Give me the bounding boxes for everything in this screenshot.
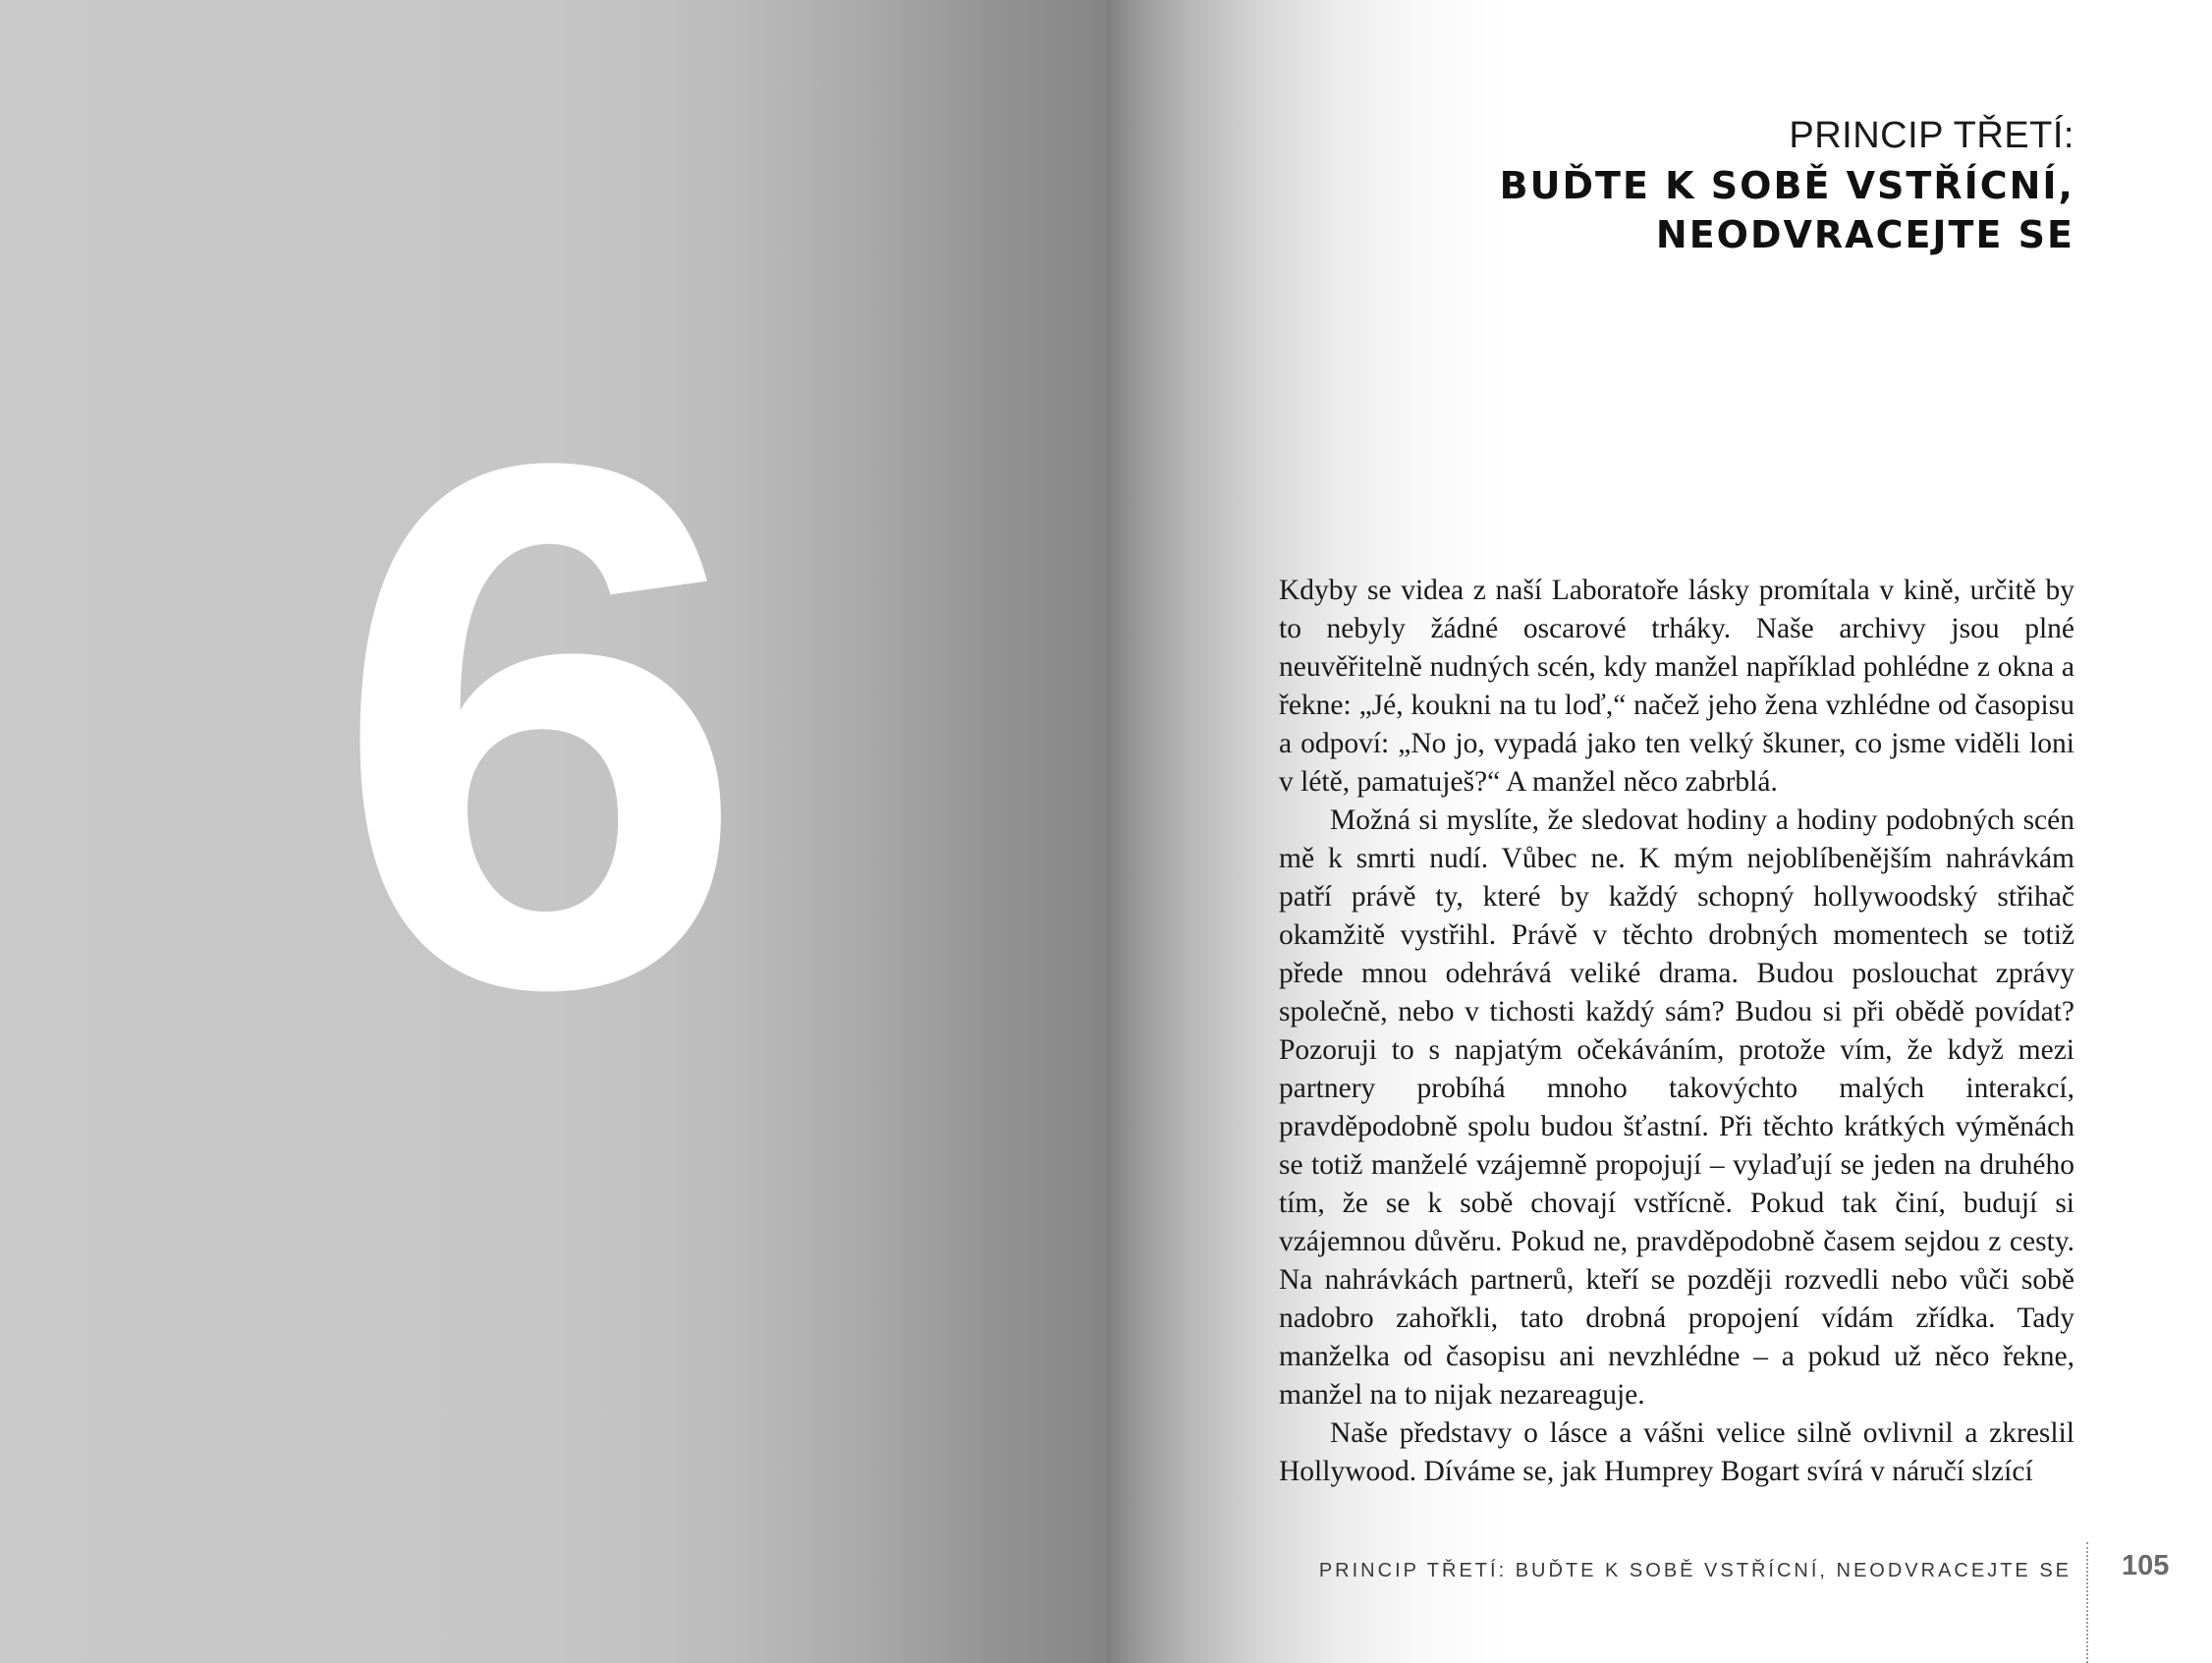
paragraph: Možná si myslíte, že sledovat hodiny a hodiny podobných scén mě k smrti nudí. Vůbec ne. K mým nejoblíbenějším nahrávkám patří právě ty, které by každý schopný hollywoodský střihač okamžitě vystřihl. Právě v těchto drobných momentech se totiž přede mnou odehrává veliké drama. Budou poslouchat zprávy společně, nebo v tichosti každý sám? Budou si při obědě povídat? Pozoruji to s napjatým očekáváním, protože vím, že když mezi partnery probíhá mnoho takovýchto malých interakcí, pravděpodobně spolu budou šťastní. Při těchto krátkých výměnách se totiž manželé vzájemně propojují – vylaďují se jeden na druhého tím, že se k sobě chovají vstřícně. Pokud tak činí, budují si vzájemnou důvěru. Pokud ne, pravděpodobně časem sejdou z cesty. Na nahrávkách partnerů, kteří se později rozvedli nebo vůči sobě nadobro zahořkli, tato drobná propojení vídám zřídka. Tady manželka od časopisu ani nevzhlédne – a pokud už něco řekne, manžel na to nijak nezareaguje. — [1279, 804, 2074, 1411]
paragraph: Naše představy o lásce a vášni velice silně ovlivnil a zkreslil Hollywood. Díváme se, jak Humprey Bogart svírá v náručí slzící — [1279, 1417, 2074, 1487]
chapter-pre-title: PRINCIP TŘETÍ: — [1789, 115, 2074, 156]
running-footer: PRINCIP TŘETÍ: BUĎTE K SOBĚ VSTŘÍCNÍ, NEODVRACEJTE SE — [1318, 1560, 2072, 1581]
chapter-title-line-1: BUĎTE K SOBĚ VSTŘÍCNÍ, — [1499, 164, 2074, 207]
footer-divider — [2086, 1542, 2088, 1663]
body-text — [1279, 572, 2074, 1491]
chapter-heading — [1190, 110, 2074, 259]
chapter-number: 6 — [332, 309, 748, 1143]
chapter-title-line-2: NEODVRACEJTE SE — [1655, 213, 2074, 256]
page-number: 105 — [2122, 1550, 2170, 1581]
paragraph: Kdyby se videa z naší Laboratoře lásky promítala v kině, určitě by to nebyly žádné oscarové trháky. Naše archivy jsou plné neuvěřitelně nudných scén, kdy manžel například pohlédne z okna a řekne: „Jé, koukni na tu loď,“ načež jeho žena vzhlédne od časopisu a odpoví: „No jo, vypadá jako ten velký škuner, co jsme viděli loni v létě, pamatuješ?“ A manžel něco zabrblá. — [1279, 575, 2074, 798]
